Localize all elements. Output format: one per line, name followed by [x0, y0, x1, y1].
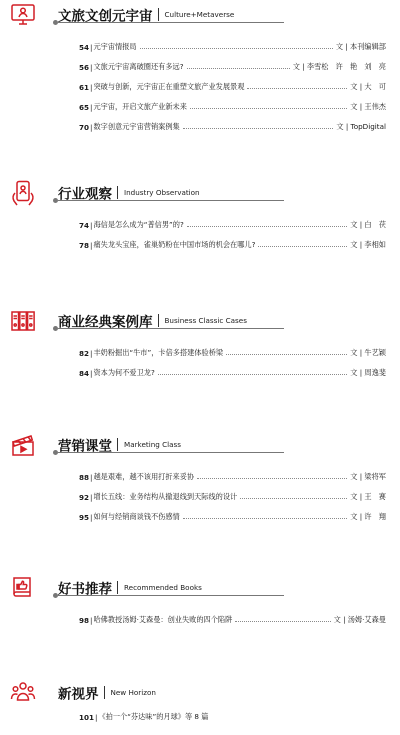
page-number: 88 — [79, 473, 90, 482]
section-underline — [58, 595, 284, 596]
article-title: 《拍一个“芬达味”的月球》等 8 篇 — [98, 712, 209, 721]
article-item[interactable]: 92 | 增长五线：业务结构从撤退线到天际线的设计 文 | 王 赛 — [79, 492, 386, 502]
article-item[interactable]: 88 | 越是艰难，越不该用打折来妥协 文 | 梁将军 — [79, 472, 386, 482]
leader-dots — [187, 226, 347, 227]
article-list — [79, 605, 386, 625]
article-title: 痛失龙头宝座，雀巢奶粉在中国市场的机会在哪儿? — [93, 240, 256, 249]
binders-icon — [10, 308, 36, 334]
article-list — [79, 32, 386, 132]
article-item[interactable]: 54 | 元宇宙情报局 文 | 本刊编辑部 — [79, 42, 386, 52]
article-title: 丰奶粉掘出“牛市”，卡倍多搭建体验桥梁 — [93, 348, 224, 357]
article-item[interactable]: 82 | 丰奶粉掘出“牛市”，卡倍多搭建体验桥梁 文 | 牛艺颖 — [79, 348, 386, 358]
title-divider — [117, 186, 118, 199]
article-author: 文 | 白 茯 — [350, 220, 386, 229]
leader-dots — [235, 621, 330, 622]
article-title: 资本为何不爱卫龙? — [93, 368, 155, 377]
section-title-zh: 文旅文创元宇宙 — [58, 8, 153, 25]
title-divider — [158, 8, 159, 21]
article-title: 哈佛教授汤姆·艾森曼：创业失败的四个陷阱 — [93, 615, 233, 624]
article-author: 文 | 大 可 — [350, 82, 386, 91]
people-group-icon — [10, 680, 36, 706]
page-number: 78 — [79, 241, 90, 250]
article-author: 文 | 王伟杰 — [350, 102, 386, 111]
section-heading — [58, 682, 156, 703]
leader-dots — [226, 354, 347, 355]
article-list — [79, 702, 386, 722]
page-number: 65 — [79, 103, 90, 112]
leader-dots — [197, 478, 347, 479]
article-item[interactable]: 95 | 如何与经销商谈钱不伤感情 文 | 许 翔 — [79, 512, 386, 522]
article-author: 文 | 本刊编辑部 — [335, 42, 386, 51]
article-author: 文 | 李雪松 许 艳 刘 亮 — [292, 62, 386, 71]
leader-dots — [240, 498, 347, 499]
section-title-en: Business Classic Cases — [164, 316, 247, 325]
article-title: 如何与经销商谈钱不伤感情 — [93, 512, 180, 521]
article-title: 元宇宙，开启文旅产业新未来 — [93, 102, 187, 111]
section-title-en: Industry Observation — [124, 188, 200, 197]
section-title-zh: 新视界 — [58, 686, 99, 703]
article-item[interactable]: 70 | 数字创意元宇宙营销案例集 文 | TopDigital — [79, 122, 386, 132]
leader-dots — [140, 48, 333, 49]
article-title: 海信是怎么成为“普信男”的? — [93, 220, 184, 229]
leader-dots — [190, 108, 347, 109]
article-item[interactable]: 61 | 突破与创新，元宇宙正在重塑文旅产业发展景观 文 | 大 可 — [79, 82, 386, 92]
article-item[interactable]: 56 | 文旅元宇宙离破圈还有多远? 文 | 李雪松 许 艳 刘 亮 — [79, 62, 386, 72]
section-underline — [58, 22, 284, 23]
article-author: 文 | 王 赛 — [350, 492, 386, 501]
page-number: 74 — [79, 221, 90, 230]
page-number: 54 — [79, 43, 90, 52]
article-list — [79, 462, 386, 522]
page-number: 56 — [79, 63, 90, 72]
article-item[interactable]: 101 | 《拍一个“芬达味”的月球》等 8 篇 — [79, 712, 209, 722]
section-title-zh: 商业经典案例库 — [58, 314, 153, 331]
leader-dots — [187, 68, 290, 69]
article-title: 越是艰难，越不该用打折来妥协 — [93, 472, 195, 481]
article-author: 文 | 李相如 — [350, 240, 386, 249]
leader-dots — [258, 246, 347, 247]
article-list — [79, 210, 386, 250]
page-number: 92 — [79, 493, 90, 502]
article-list — [79, 338, 386, 378]
page-number: 98 — [79, 616, 90, 625]
article-item[interactable]: 84 | 资本为何不爱卫龙? 文 | 周逸斐 — [79, 368, 386, 378]
article-title: 数字创意元宇宙营销案例集 — [93, 122, 180, 131]
leader-dots — [158, 374, 347, 375]
page-number: 61 — [79, 83, 90, 92]
section-underline — [58, 200, 284, 201]
leader-dots — [183, 128, 334, 129]
article-author: 文 | 牛艺颖 — [350, 348, 386, 357]
article-author: 文 | 梁将军 — [350, 472, 386, 481]
article-title: 文旅元宇宙离破圈还有多远? — [93, 62, 184, 71]
title-divider — [117, 581, 118, 594]
page-number: 101 — [79, 713, 95, 722]
section-title-en: Recommended Books — [124, 583, 202, 592]
article-author: 文 | 周逸斐 — [350, 368, 386, 377]
section-underline — [58, 328, 284, 329]
article-item[interactable]: 65 | 元宇宙，开启文旅产业新未来 文 | 王伟杰 — [79, 102, 386, 112]
title-divider — [104, 686, 105, 699]
section-title-zh: 好书推荐 — [58, 581, 112, 598]
article-title: 突破与创新，元宇宙正在重塑文旅产业发展景观 — [93, 82, 245, 91]
page-number: 70 — [79, 123, 90, 132]
section-underline — [58, 452, 284, 453]
clapperboard-icon — [10, 432, 36, 458]
section-title-en: Culture+Metaverse — [164, 10, 235, 19]
article-item[interactable]: 78 | 痛失龙头宝座，雀巢奶粉在中国市场的机会在哪儿? 文 | 李相如 — [79, 240, 386, 250]
phone-hand-icon — [10, 180, 36, 206]
section-title-en: Marketing Class — [124, 440, 182, 449]
section-title-zh: 营销课堂 — [58, 438, 112, 455]
page-number: 82 — [79, 349, 90, 358]
page-number: 84 — [79, 369, 90, 378]
book-thumbsup-icon — [10, 575, 36, 601]
title-divider — [117, 438, 118, 451]
leader-dots — [183, 518, 348, 519]
article-author: 文 | 汤姆·艾森曼 — [333, 615, 386, 624]
section-title-en: New Horizon — [110, 688, 156, 697]
monitor-person-icon — [10, 2, 36, 28]
section-title-zh: 行业观察 — [58, 186, 112, 203]
article-title: 元宇宙情报局 — [93, 42, 137, 51]
article-author: 文 | TopDigital — [336, 122, 386, 131]
leader-dots — [247, 88, 347, 89]
article-title: 增长五线：业务结构从撤退线到天际线的设计 — [93, 492, 238, 501]
article-author: 文 | 许 翔 — [350, 512, 386, 521]
article-item[interactable]: 98 | 哈佛教授汤姆·艾森曼：创业失败的四个陷阱 文 | 汤姆·艾森曼 — [79, 615, 386, 625]
title-divider — [158, 314, 159, 327]
article-item[interactable]: 74 | 海信是怎么成为“普信男”的? 文 | 白 茯 — [79, 220, 386, 230]
page-number: 95 — [79, 513, 90, 522]
